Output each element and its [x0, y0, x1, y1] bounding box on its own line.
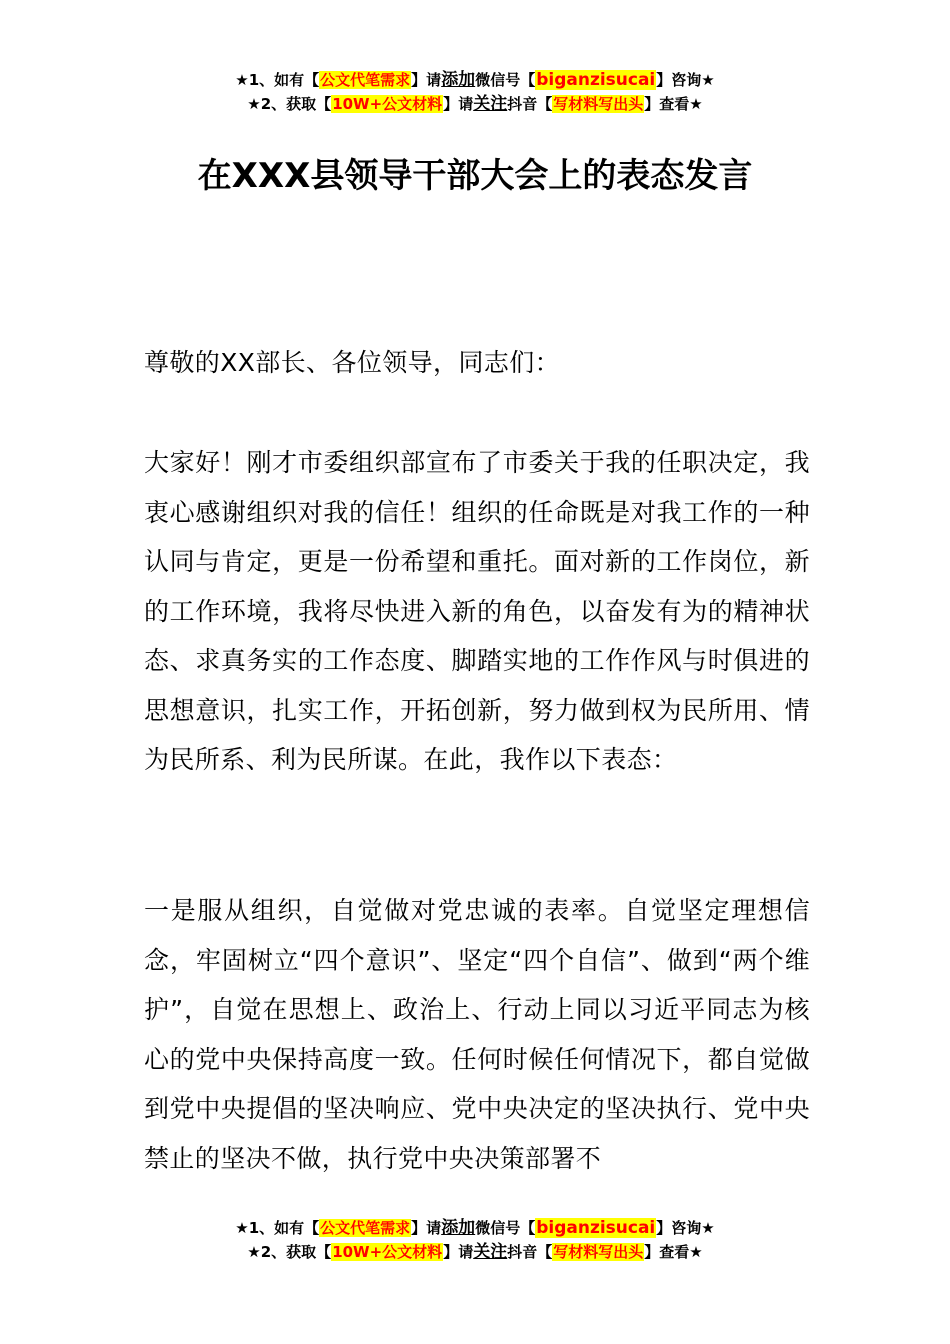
- banner-text: 】查看★: [644, 1243, 703, 1261]
- banner-line-2: [0, 92, 950, 116]
- paragraph-2: [144, 886, 810, 1196]
- banner-highlight: 写材料写出头: [553, 1243, 644, 1261]
- paragraph-text: 一是服从组织，自觉做对党忠诚的表率。自觉坚定理想信念，牢固树立“四个意识”、坚定“四个自信”、做到“两个维护”，自觉在思想上、政治上、行动上同以习近平同志为核心的党中央保持高度一致。任何时候任何情况下，都自觉做到党中央提倡的坚决响应、党中央决定的坚决执行、党中央禁止的坚决不做，执行党中央决策部署不: [144, 896, 810, 1173]
- banner-text: 】查看★: [644, 95, 703, 113]
- document-title: 在XXX县领导干部大会上的表态发言: [197, 156, 753, 196]
- banner-text: 】请: [411, 71, 442, 89]
- salutation-text: 尊敬的XX部长、各位领导，同志们：: [144, 348, 561, 377]
- banner-text: 抖音【: [507, 1243, 553, 1261]
- footer-banner: [0, 1216, 950, 1264]
- banner-line-2: [0, 1240, 950, 1264]
- banner-highlight: 10W+公文材料: [332, 95, 443, 113]
- banner-text: ★1、如有【: [235, 71, 320, 89]
- banner-text: 抖音【: [507, 95, 553, 113]
- banner-text: 】请: [411, 1219, 442, 1237]
- banner-text: 】咨询★: [656, 1219, 715, 1237]
- banner-text: 】咨询★: [656, 71, 715, 89]
- banner-highlight: biganzisucai: [536, 1218, 656, 1238]
- banner-underline: 关注: [473, 1242, 508, 1262]
- banner-underline: 添加: [441, 70, 476, 90]
- banner-highlight: biganzisucai: [536, 70, 656, 90]
- paragraph-text: 大家好！刚才市委组织部宣布了市委关于我的任职决定，我衷心感谢组织对我的信任！组织的任命既是对我工作的一种认同与肯定，更是一份希望和重托。面对新的工作岗位，新的工作环境，我将尽快进入新的角色，以奋发有为的精神状态、求真务实的工作态度、脚踏实地的工作作风与时俱进的思想意识，扎实工作，开拓创新，努力做到权为民所用、情为民所系、利为民所谋。在此，我作以下表态：: [144, 448, 810, 774]
- banner-text: 微信号【: [475, 71, 536, 89]
- salutation: [144, 338, 810, 388]
- banner-text: ★2、获取【: [247, 95, 332, 113]
- banner-underline: 添加: [441, 1218, 476, 1238]
- banner-line-1: [0, 68, 950, 92]
- paragraph-1: [144, 438, 810, 785]
- banner-underline: 关注: [473, 94, 508, 114]
- banner-text: 】请: [443, 1243, 474, 1261]
- banner-highlight: 10W+公文材料: [332, 1243, 443, 1261]
- banner-highlight: 公文代笔需求: [320, 71, 411, 89]
- banner-text: ★1、如有【: [235, 1219, 320, 1237]
- banner-text: 微信号【: [475, 1219, 536, 1237]
- banner-highlight: 公文代笔需求: [320, 1219, 411, 1237]
- banner-line-1: [0, 1216, 950, 1240]
- header-banner: [0, 68, 950, 116]
- banner-highlight: 写材料写出头: [553, 95, 644, 113]
- banner-text: ★2、获取【: [247, 1243, 332, 1261]
- banner-text: 】请: [443, 95, 474, 113]
